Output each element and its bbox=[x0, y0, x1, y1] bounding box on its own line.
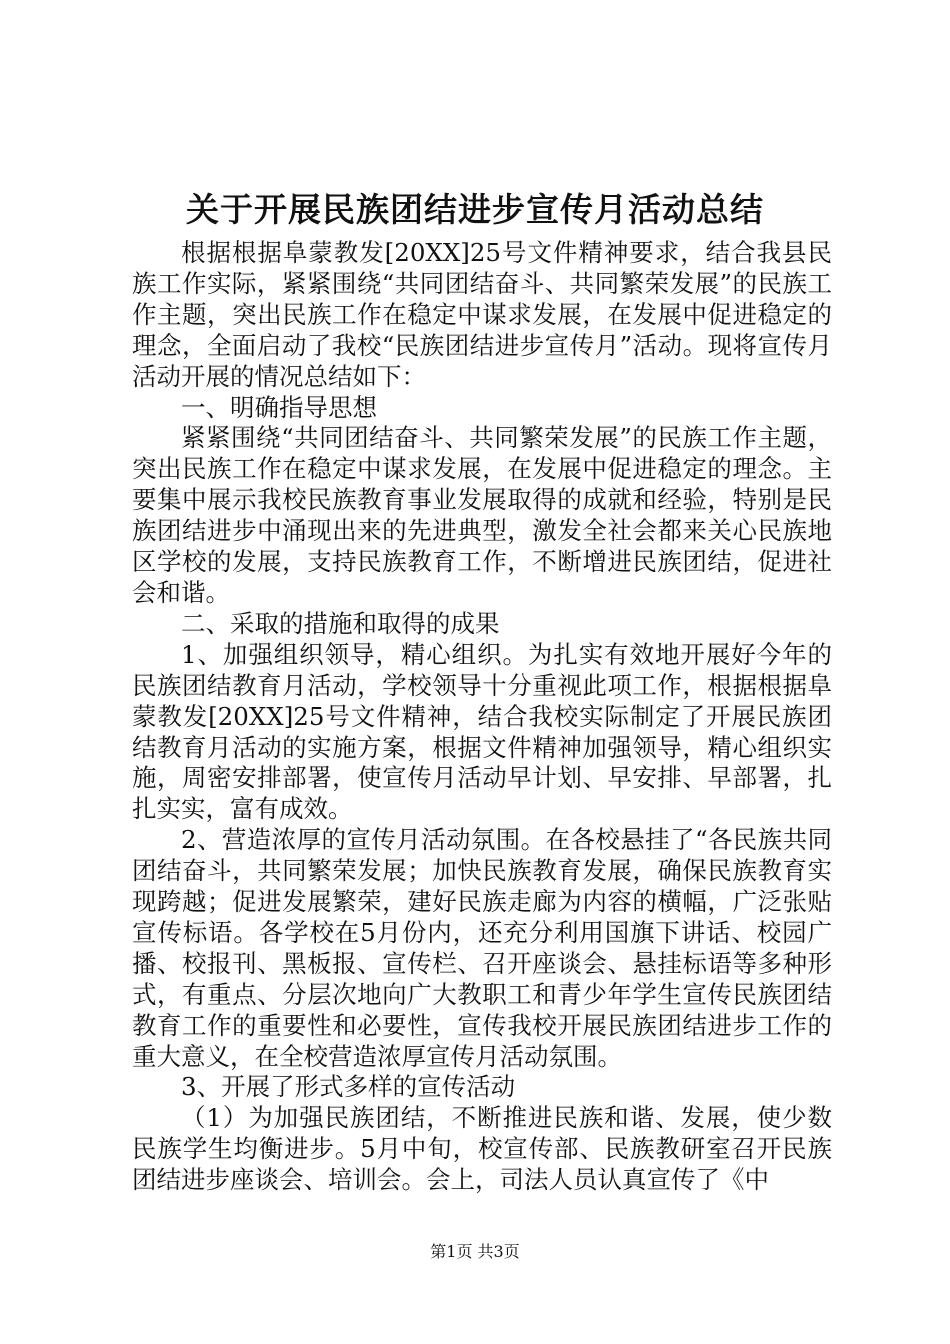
document-title: 关于开展民族团结进步宣传月活动总结 bbox=[186, 190, 764, 229]
subsection-heading-3: 3、开展了形式多样的宣传活动 bbox=[181, 1072, 516, 1102]
paragraph-guiding-thought: 紧紧围绕“共同团结奋斗、共同繁荣发展”的民族工作主题，突出民族工作在稳定中谋求发展，在发展中促进稳定的理念。主要集中展示我校民族教育事业发展取得的成就和经验，特别是民族团结进步中涌现出来的先进典型，激发全社会都来关心民族地区学校的发展，支持民族教育工作，不断增进民族团结，促进社会和谐。 bbox=[132, 423, 832, 607]
paragraph-activity-1: （1）为加强民族团结，不断推进民族和谐、发展，使少数民族学生均衡进步。5月中旬，校宣传部、民族教研室召开民族团结进步座谈会、培训会。会上，司法人员认真宣传了《中 bbox=[132, 1103, 832, 1195]
section-heading-1: 一、明确指导思想 bbox=[181, 392, 377, 422]
document-body bbox=[132, 238, 832, 1196]
page-number-footer: 第1页 共3页 bbox=[430, 1242, 520, 1261]
section-heading-2: 二、采取的措施和取得的成果 bbox=[181, 608, 500, 638]
paragraph-measure-1: 1、加强组织领导，精心组织。为扎实有效地开展好今年的民族团结教育月活动，学校领导十分重视此项工作，根据根据阜蒙教发[20XX]25号文件精神，结合我校实际制定了开展民族团结教育月活动的实施方案，根据文件精神加强领导，精心组织实施，周密安排部署，使宣传月活动早计划、早安排、早部署，扎扎实实，富有成效。 bbox=[132, 639, 832, 824]
paragraph-measure-2: 2、营造浓厚的宣传月活动氛围。在各校悬挂了“各民族共同团结奋斗，共同繁荣发展；加快民族教育发展，确保民族教育实现跨越；促进发展繁荣，建好民族走廊为内容的横幅，广泛张贴宣传标语。各学校在5月份内，还充分利用国旗下讲话、校园广播、校报刊、黑板报、宣传栏、召开座谈会、悬挂标语等多种形式，有重点、分层次地向广大教职工和青少年学生宣传民族团结教育工作的重要性和必要性，宣传我校开展民族团结进步工作的重大意义，在全校营造浓厚宣传月活动氛围。 bbox=[132, 825, 832, 1071]
paragraph-intro: 根据根据阜蒙教发[20XX]25号文件精神要求，结合我县民族工作实际，紧紧围绕“共同团结奋斗、共同繁荣发展”的民族工作主题，突出民族工作在稳定中谋求发展，在发展中促进稳定的理念，全面启动了我校“民族团结进步宣传月”活动。现将宣传月活动开展的情况总结如下： bbox=[132, 238, 832, 391]
